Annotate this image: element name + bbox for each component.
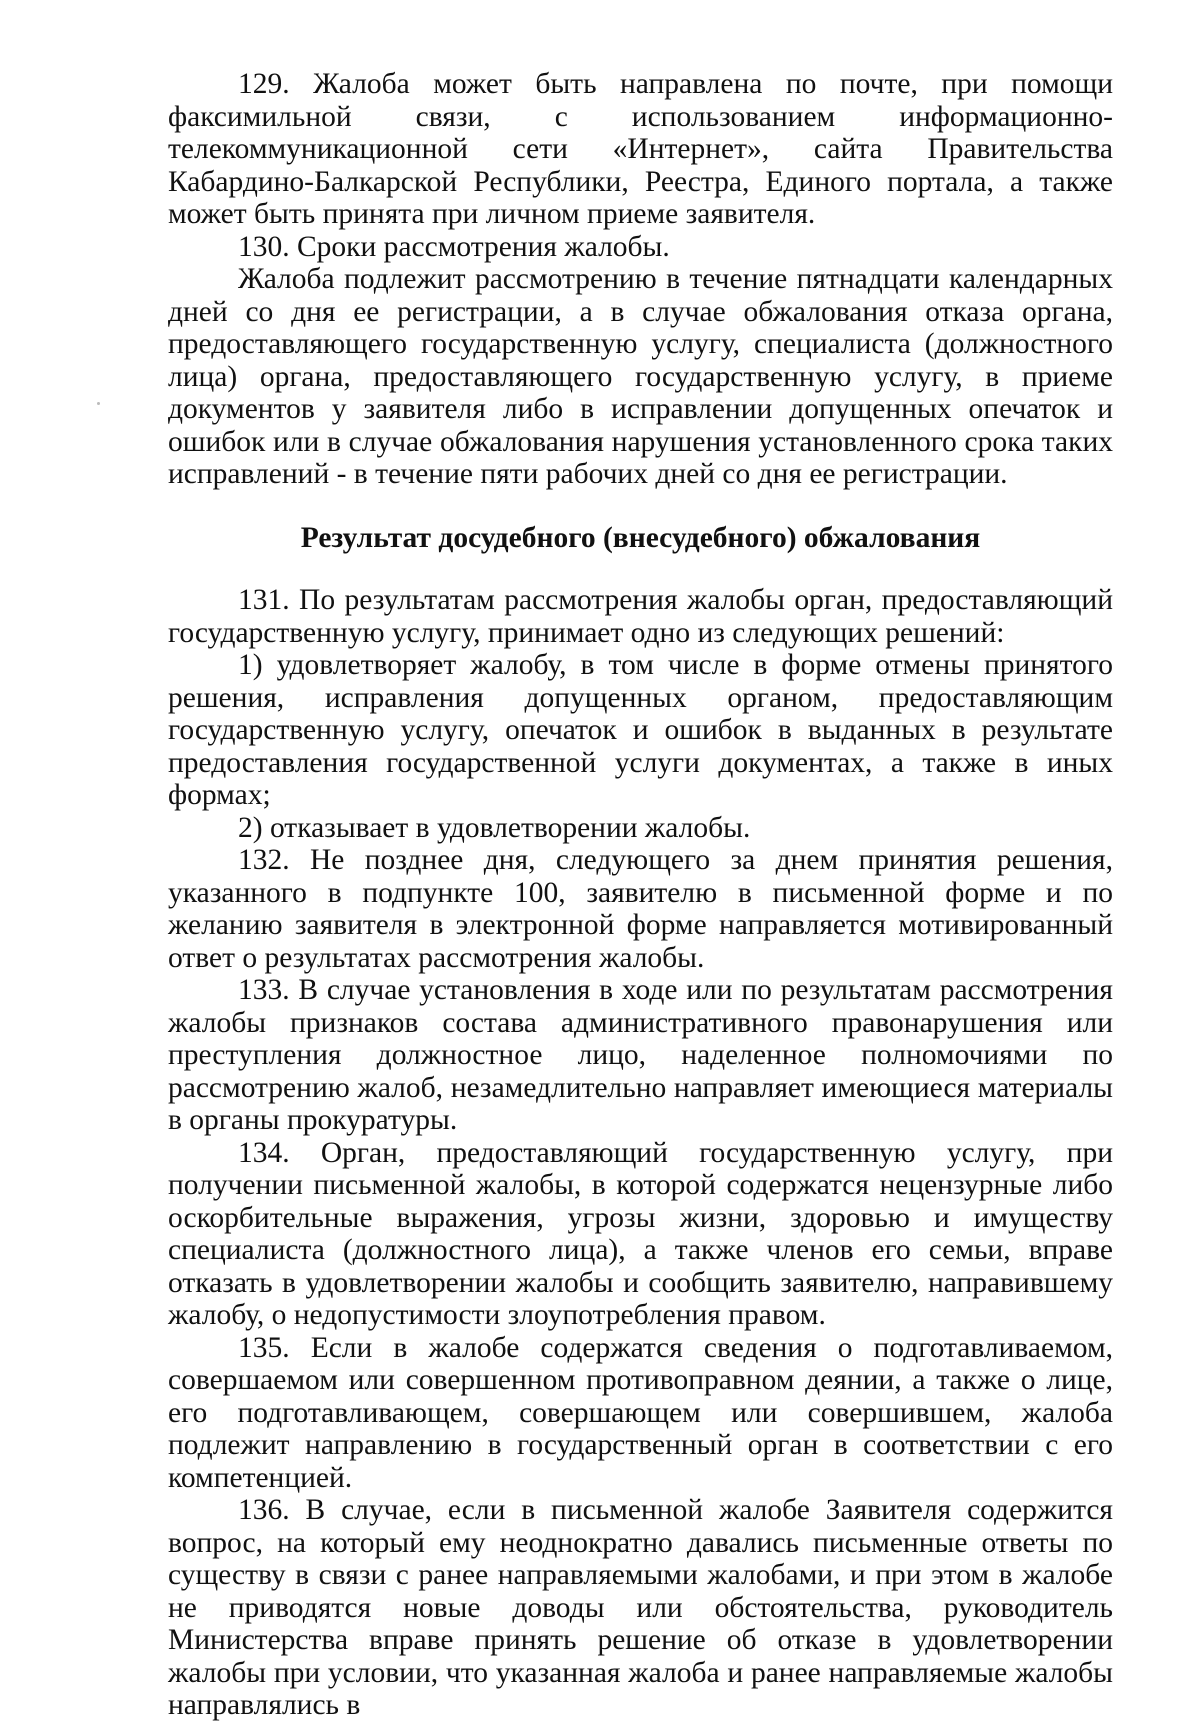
paragraph-136: 136. В случае, если в письменной жалобе Заявителя содержится вопрос, на который ему неоднократно давались письменные ответы по существу в связи с ранее направляемыми жалобами, и при этом в жалобе не приводятся новые доводы или обстоятельства, руководитель Министерства вправе принять решение об отказе в удовлетворении жалобы при условии, что указанная жалоба и ранее направляемые жалобы направлялись в	[168, 1494, 1113, 1721]
paragraph-132: 132. Не позднее дня, следующего за днем принятия решения, указанного в подпункте 100, заявителю в письменной форме и по желанию заявителя в электронной форме направляется мотивированный ответ о результатах рассмотрения жалобы.	[168, 844, 1113, 974]
text-block-top	[168, 68, 1113, 1722]
paragraph-133: 133. В случае установления в ходе или по результатам рассмотрения жалобы признаков состава административного правонарушения или преступления должностное лицо, наделенное полномочиями по рассмотрению жалоб, незамедлительно направляет имеющиеся материалы в органы прокуратуры.	[168, 974, 1113, 1136]
paragraph-135: 135. Если в жалобе содержатся сведения о подготавливаемом, совершаемом или совершенном противоправном деянии, а также о лице, его подготавливающем, совершающем или совершившем, жалоба подлежит направлению в государственный орган в соответствии с его компетенцией.	[168, 1331, 1113, 1494]
paragraph-131-item-2: 2) отказывает в удовлетворении жалобы.	[238, 811, 751, 844]
paragraph-129: 129. Жалоба может быть направлена по почте, при помощи факсимильной связи, с использованием информационно-телекоммуникационной сети «Интернет», сайта Правительства Кабардино-Балкарской Республики, Реестра, Единого портала, а также может быть принята при личном приеме заявителя.	[168, 68, 1113, 230]
section-heading: Результат досудебного (внесудебного) обжалования	[300, 521, 981, 554]
paragraph-131-item-1: 1) удовлетворяет жалобу, в том числе в форме отмены принятого решения, исправления допущенных органом, предоставляющим государственную услугу, опечаток и ошибок в выданных в результате предоставления государственной услуги документах, а также в иных формах;	[168, 649, 1113, 811]
paragraph-134: 134. Орган, предоставляющий государственную услугу, при получении письменной жалобы, в которой содержатся нецензурные либо оскорбительные выражения, угрозы жизни, здоровью и имуществу специалиста (должностного лица), а также членов его семьи, вправе отказать в удовлетворении жалобы и сообщить заявителю, направившему жалобу, о недопустимости злоупотребления правом.	[168, 1136, 1113, 1331]
paragraph-130: 130. Сроки рассмотрения жалобы.	[238, 230, 670, 263]
scan-artifact-dot	[97, 402, 100, 405]
paragraph-131: 131. По результатам рассмотрения жалобы орган, предоставляющий государственную услугу, принимает одно из следующих решений:	[168, 584, 1113, 649]
paragraph-130-body: Жалоба подлежит рассмотрению в течение пятнадцати календарных дней со дня ее регистрации, а в случае обжалования отказа органа, предоставляющего государственную услугу, специалиста (должностного лица) органа, предоставляющего государственную услугу, в приеме документов у заявителя либо в исправлении допущенных опечаток и ошибок или в случае обжалования нарушения установленного срока таких исправлений - в течение пяти рабочих дней со дня ее регистрации.	[168, 263, 1113, 490]
